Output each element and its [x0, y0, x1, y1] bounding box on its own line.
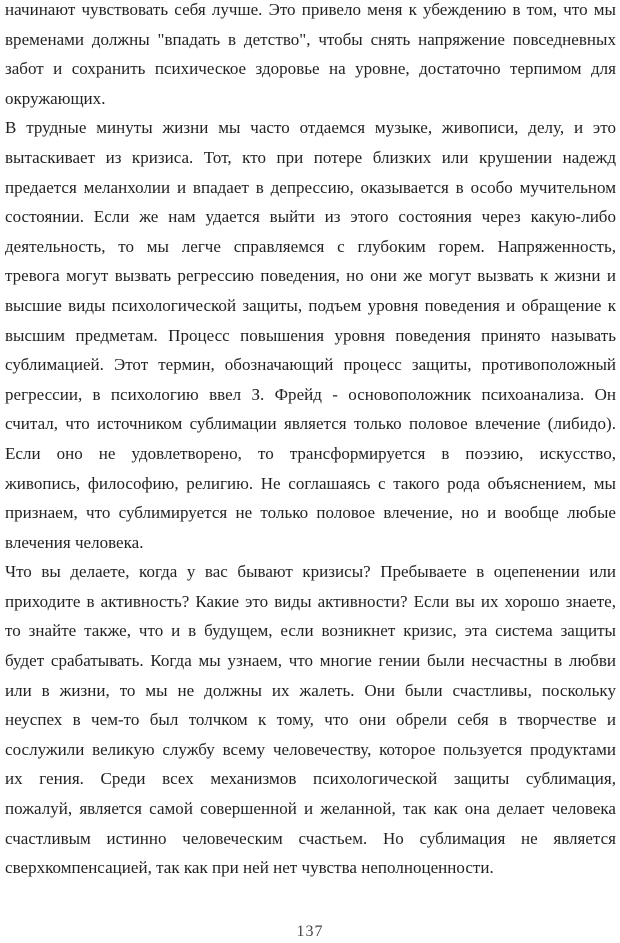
paragraph-3 — [5, 557, 616, 883]
text-line: влечения человека. — [5, 532, 144, 552]
text-line: сублимацией. Этот термин, обозначающий процесс защиты, противоположный — [5, 355, 616, 375]
text-line: тревога могут вызвать регрессию поведения, но они же могут вызвать к жизни и — [5, 266, 616, 286]
body-text — [5, 0, 616, 883]
text-line: деятельность, то мы легче справляемся с глубоким горем. Напряженность, — [5, 236, 616, 256]
text-line: сослужили великую службу всему человечеству, которое пользуется продуктами — [5, 739, 616, 759]
text-line: забот и сохранить психическое здоровье на уровне, достаточно терпимом для — [5, 59, 616, 79]
text-line: регрессии, в психологию ввел З. Фрейд - основоположник психоанализа. Он — [5, 384, 616, 404]
text-line: живопись, философию, религию. Не соглашаясь с такого рода объяснением, мы — [5, 473, 616, 493]
paragraph-1 — [5, 0, 616, 113]
text-line: то знайте также, что и в будущем, если возникнет кризис, эта система защиты — [5, 621, 616, 641]
text-line: их гения. Среди всех механизмов психологической защиты сублимация, — [5, 769, 616, 789]
text-line: Что вы делаете, когда у вас бывают кризисы? Пребываете в оцепенении или — [5, 562, 616, 582]
paragraph-2 — [5, 113, 616, 557]
text-line: будет срабатывать. Когда мы узнаем, что многие гении были несчастны в любви — [5, 651, 616, 671]
text-line: временами должны "впадать в детство", чтобы снять напряжение повседневных — [5, 29, 616, 49]
text-line: высшим предметам. Процесс повышения уровня поведения принято называть — [5, 325, 616, 345]
text-line: состоянии. Если же нам удается выйти из этого состояния через какую-либо — [5, 207, 616, 227]
text-line: или в жизни, то мы не должны их жалеть. Они были счастливы, поскольку — [5, 680, 616, 700]
text-line: В трудные минуты жизни мы часто отдаемся музыке, живописи, делу, и это — [5, 118, 616, 138]
text-line: высшие виды психологической защиты, подъем уровня поведения и обращение к — [5, 295, 616, 315]
text-line: приходите в активность? Какие это виды активности? Если вы их хорошо знаете, — [5, 591, 616, 611]
page-number: 137 — [296, 923, 324, 940]
text-line: счастливым истинно человеческим счастьем. Но сублимация не является — [5, 828, 616, 848]
text-line: пожалуй, является самой совершенной и желанной, так как она делает человека — [5, 799, 616, 819]
text-line: вытаскивает из кризиса. Тот, кто при потере близких или крушении надежд — [5, 147, 616, 167]
text-line: Если оно не удовлетворено, то трансформируется в поэзию, искусство, — [5, 443, 616, 463]
text-line: предается меланхолии и впадает в депрессию, оказывается в особо мучительном — [5, 177, 616, 197]
text-line: начинают чувствовать себя лучше. Это привело меня к убеждению в том, что мы — [5, 0, 616, 19]
text-line: признаем, что сублимируется не только половое влечение, но и вообще любые — [5, 503, 616, 523]
text-line: неуспех в чем-то был толчком к тому, что они обрели себя в творчестве и — [5, 710, 616, 730]
text-line: сверхкомпенсацией, так как при ней нет чувства неполноценности. — [5, 858, 494, 878]
text-line: окружающих. — [5, 88, 106, 108]
text-line: считал, что источником сублимации является только половое влечение (либидо). — [5, 414, 616, 434]
